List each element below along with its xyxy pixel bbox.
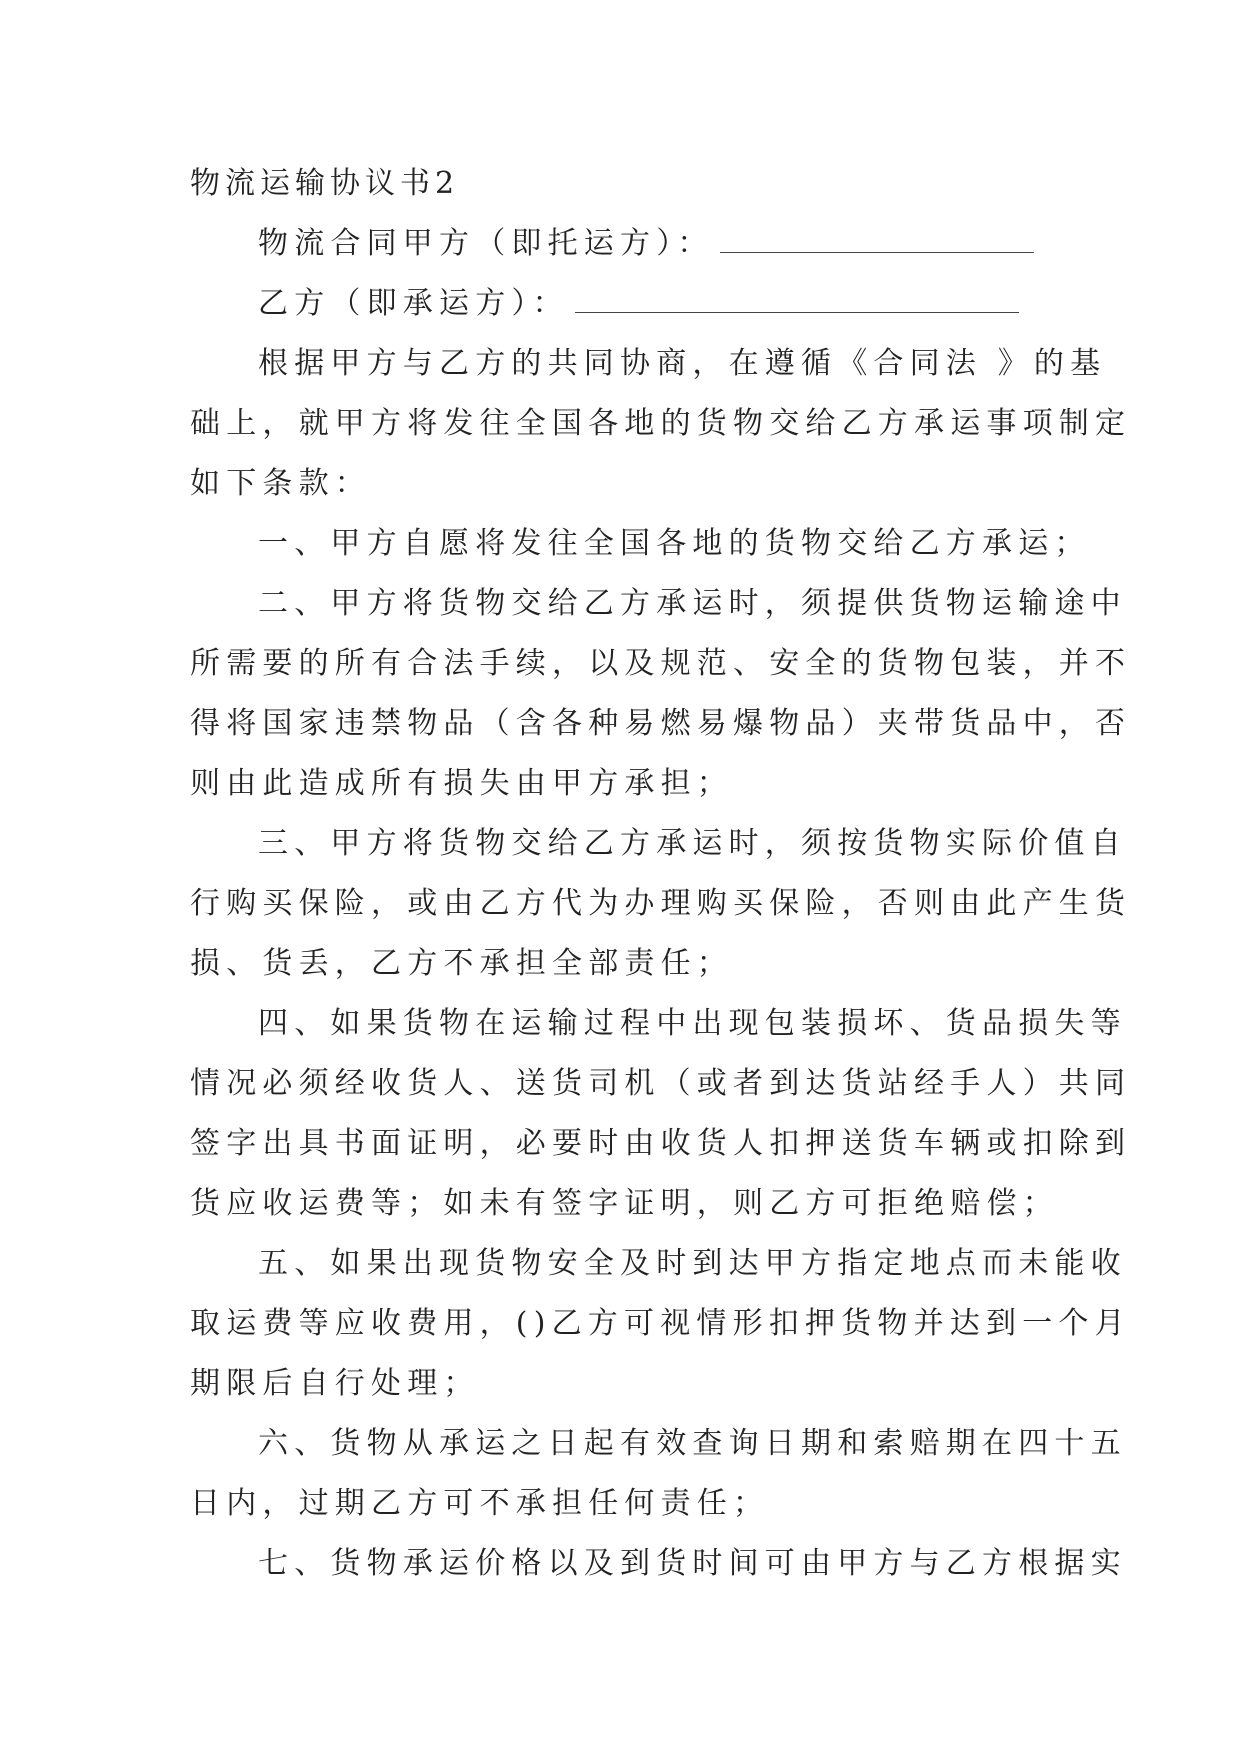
clause-3: 三、甲方将货物交给乙方承运时，须按货物实际价值自 bbox=[258, 826, 1127, 861]
party-a-blank[interactable] bbox=[720, 228, 1034, 253]
party-b-row bbox=[258, 284, 1019, 324]
clause-5: 五、如果出现货物安全及时到达甲方指定地点而未能收 bbox=[258, 1246, 1127, 1281]
body-line: 得将国家违禁物品（含各种易燃易爆物品）夹带货品中，否 bbox=[190, 706, 1132, 741]
clause-6: 六、货物从承运之日起有效查询日期和索赔期在四十五 bbox=[258, 1426, 1127, 1461]
clause-1: 一、甲方自愿将发往全国各地的货物交给乙方承运； bbox=[258, 526, 1091, 561]
body-line: 则由此造成所有损失由甲方承担； bbox=[190, 766, 733, 801]
party-a-row bbox=[258, 224, 1034, 264]
clause-7: 七、货物承运价格以及到货时间可由甲方与乙方根据实 bbox=[258, 1546, 1127, 1581]
party-b-blank[interactable] bbox=[575, 288, 1019, 313]
clause-2: 二、甲方将货物交给乙方承运时，须提供货物运输途中 bbox=[258, 586, 1127, 621]
body-line: 情况必须经收货人、送货司机（或者到达货站经手人）共同 bbox=[190, 1066, 1132, 1101]
party-a-label: 物流合同甲方（即托运方）： bbox=[258, 226, 714, 261]
party-b-label: 乙方（即承运方）： bbox=[258, 286, 569, 321]
body-line: 根据甲方与乙方的共同协商，在遵循《合同法 》的基 bbox=[258, 346, 1107, 381]
body-line: 如下条款： bbox=[190, 466, 371, 501]
body-line: 日内，过期乙方可不承担任何责任； bbox=[190, 1486, 770, 1521]
body-line: 期限后自行处理； bbox=[190, 1366, 480, 1401]
body-line: 签字出具书面证明，必要时由收货人扣押送货车辆或扣除到 bbox=[190, 1126, 1132, 1161]
body-line: 所需要的所有合法手续，以及规范、安全的货物包装，并不 bbox=[190, 646, 1132, 681]
clause-4: 四、如果货物在运输过程中出现包装损坏、货品损失等 bbox=[258, 1006, 1127, 1041]
document-title: 物流运输协议书2 bbox=[190, 166, 460, 201]
body-line: 货应收运费等；如未有签字证明，则乙方可拒绝赔偿； bbox=[190, 1186, 1059, 1221]
body-line: 取运费等应收费用，()乙方可视情形扣押货物并达到一个月 bbox=[190, 1306, 1131, 1341]
body-line: 行购买保险，或由乙方代为办理购买保险，否则由此产生货 bbox=[190, 886, 1132, 921]
body-line: 础上，就甲方将发往全国各地的货物交给乙方承运事项制定 bbox=[190, 406, 1132, 441]
body-line: 损、货丢，乙方不承担全部责任； bbox=[190, 946, 733, 981]
